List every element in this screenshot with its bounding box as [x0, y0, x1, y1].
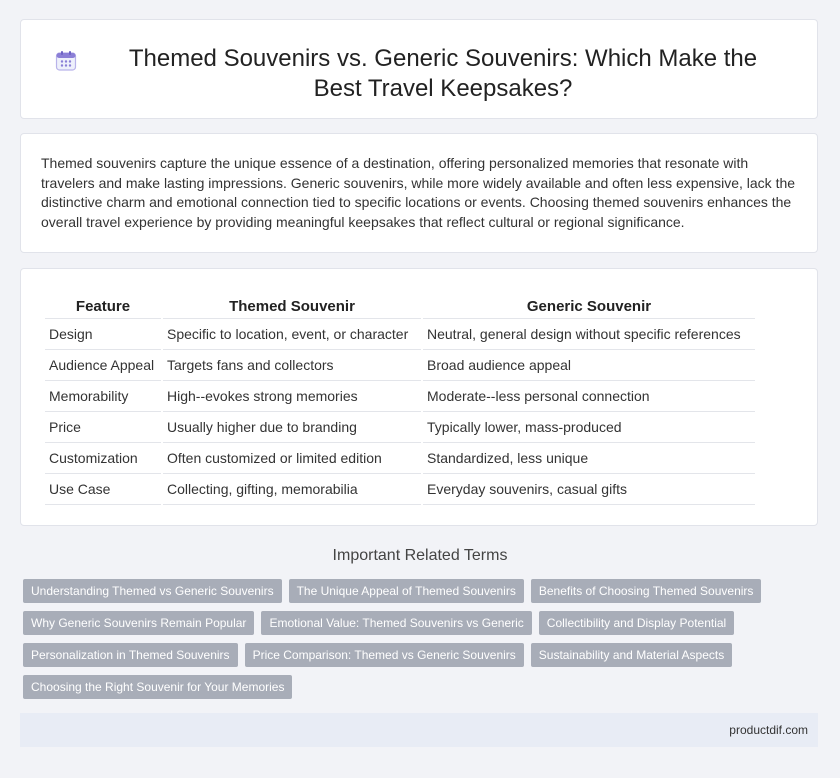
table-cell: Moderate--less personal connection	[423, 381, 755, 412]
table-cell: Audience Appeal	[45, 350, 161, 381]
footer-site-link[interactable]: productdif.com	[729, 723, 808, 737]
table-cell: Design	[45, 319, 161, 350]
related-term-tag[interactable]: Sustainability and Material Aspects	[531, 643, 732, 667]
title-card	[20, 19, 818, 119]
comparison-table	[43, 294, 757, 505]
related-term-tag[interactable]: Collectibility and Display Potential	[539, 611, 734, 635]
table-cell: Use Case	[45, 474, 161, 505]
tag-row	[23, 675, 803, 699]
related-term-tag[interactable]: Why Generic Souvenirs Remain Popular	[23, 611, 254, 635]
table-header-row	[45, 294, 755, 319]
table-cell: Price	[45, 412, 161, 443]
table-row	[45, 412, 755, 443]
table-cell: Customization	[45, 443, 161, 474]
table-row	[45, 381, 755, 412]
table-cell: High--evokes strong memories	[163, 381, 421, 412]
related-term-tag[interactable]: Benefits of Choosing Themed Souvenirs	[531, 579, 762, 603]
table-row	[45, 443, 755, 474]
related-terms-heading: Important Related Terms	[332, 547, 508, 564]
related-term-tag[interactable]: Price Comparison: Themed vs Generic Souvenirs	[245, 643, 524, 667]
table-row	[45, 350, 755, 381]
table-cell: Specific to location, event, or character	[163, 319, 421, 350]
column-header-feature: Feature	[45, 294, 161, 319]
column-header-themed: Themed Souvenir	[163, 294, 421, 319]
tag-row	[23, 643, 803, 667]
page-title: Themed Souvenirs vs. Generic Souvenirs: Which Make the Best Travel Keepsakes?	[128, 45, 758, 102]
table-cell: Neutral, general design without specific references	[423, 319, 755, 350]
table-cell: Often customized or limited edition	[163, 443, 421, 474]
table-row	[45, 474, 755, 505]
table-cell: Everyday souvenirs, casual gifts	[423, 474, 755, 505]
tag-row	[23, 611, 803, 635]
related-term-tag[interactable]: Personalization in Themed Souvenirs	[23, 643, 238, 667]
related-terms-list	[23, 579, 803, 707]
related-term-tag[interactable]: The Unique Appeal of Themed Souvenirs	[289, 579, 524, 603]
intro-paragraph: Themed souvenirs capture the unique essence of a destination, offering personalized memories that resonate with travelers and make lasting impressions. Generic souvenirs, while more widely available and often less expensive, lack the distinctive charm and emotional connection tied to specific locations or events. Choosing themed souvenirs enhances the overall travel experience by providing meaningful keepsakes that reflect cultural or regional significance.	[41, 155, 796, 230]
intro-card	[20, 133, 818, 253]
related-term-tag[interactable]: Choosing the Right Souvenir for Your Memories	[23, 675, 292, 699]
table-cell: Typically lower, mass-produced	[423, 412, 755, 443]
table-cell: Collecting, gifting, memorabilia	[163, 474, 421, 505]
table-cell: Targets fans and collectors	[163, 350, 421, 381]
calendar-icon	[55, 50, 77, 72]
table-cell: Memorability	[45, 381, 161, 412]
table-cell: Standardized, less unique	[423, 443, 755, 474]
comparison-card	[20, 268, 818, 526]
related-term-tag[interactable]: Understanding Themed vs Generic Souvenirs	[23, 579, 282, 603]
table-row	[45, 319, 755, 350]
table-cell: Usually higher due to branding	[163, 412, 421, 443]
column-header-generic: Generic Souvenir	[423, 294, 755, 319]
tag-row	[23, 579, 803, 603]
footer	[20, 713, 818, 747]
table-cell: Broad audience appeal	[423, 350, 755, 381]
related-term-tag[interactable]: Emotional Value: Themed Souvenirs vs Generic	[261, 611, 531, 635]
